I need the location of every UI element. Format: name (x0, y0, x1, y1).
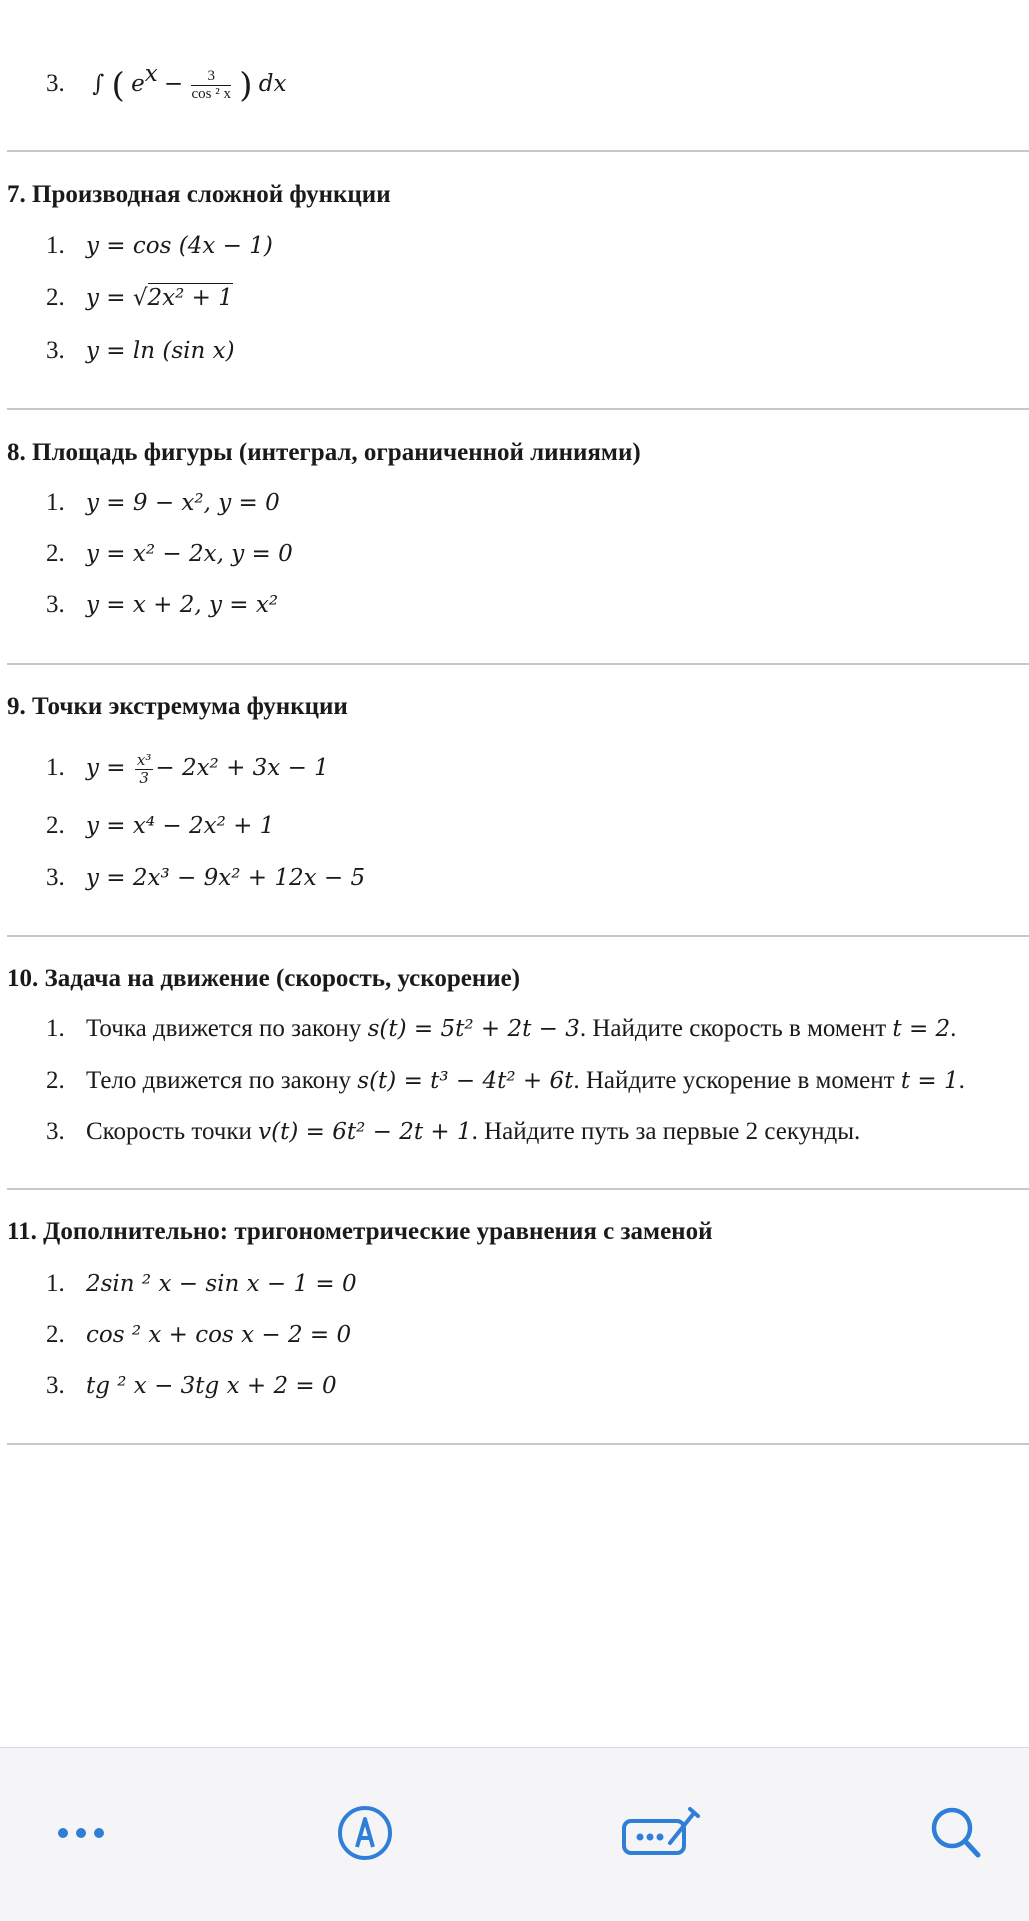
section-title: 11. Дополнительно: тригонометрические уравнения с заменой (7, 1218, 713, 1245)
list-item: 2. y = x² − 2x, y = 0 (46, 540, 293, 567)
section-title: 9. Точки экстремума функции (7, 693, 348, 720)
list-item: 2. cos ² x + cos x − 2 = 0 (46, 1321, 352, 1348)
divider (7, 408, 1029, 410)
divider (7, 1188, 1029, 1190)
fraction: $\frac{3}{\text{cos ² x}}$ (191, 68, 231, 102)
list-item: 1. y = $\frac{\text{x³}}{3}$ − 2x² + 3x − 1 (46, 751, 329, 787)
form-fill-button[interactable] (615, 1788, 705, 1878)
list-item: 3. y = x + 2, y = x² (46, 591, 279, 618)
list-item: 3. y = ln (sin x) (46, 337, 235, 364)
list-item: 1. y = 9 − x², y = 0 (46, 489, 280, 516)
list-item: 2. Тело движется по закону s(t) = t³ − 4t² + 6t. Найдите ускорение в момент t = 1. (46, 1067, 965, 1094)
fraction: $\frac{\text{x³}}{3}$ (136, 751, 152, 787)
section-title: 7. Производная сложной функции (7, 181, 391, 208)
list-item: 2. y = x⁴ − 2x² + 1 (46, 812, 275, 839)
differential: dx (258, 71, 287, 98)
exponent: x (144, 61, 158, 88)
divider (7, 150, 1029, 152)
section-title: 8. Площадь фигуры (интеграл, ограниченной линиями) (7, 439, 641, 466)
divider (7, 935, 1029, 937)
list-item: 3. y = 2x³ − 9x² + 12x − 5 (46, 864, 366, 891)
keyboard-edit-icon (618, 1803, 702, 1863)
markup-button[interactable] (320, 1788, 410, 1878)
sqrt-sign: √ (132, 285, 148, 311)
item-number: 3. (46, 70, 65, 98)
bottom-toolbar (0, 1747, 1029, 1921)
list-item: 3. ∫ ( $e^x$ − $\frac{3}{\text{cos ² x}}$ ) dx (46, 61, 287, 106)
list-item: 1. 2sin ² x − sin x − 1 = 0 (46, 1270, 357, 1297)
more-button[interactable] (36, 1788, 126, 1878)
markup-pen-icon (335, 1803, 395, 1863)
list-item: 3. Скорость точки v(t) = 6t² − 2t + 1. Найдите путь за первые 2 секунды. (46, 1118, 861, 1145)
search-icon (926, 1803, 986, 1863)
list-item: 1. Точка движется по закону s(t) = 5t² + 2t − 3. Найдите скорость в момент t = 2. (46, 1015, 957, 1042)
list-item: 3. tg ² x − 3tg x + 2 = 0 (46, 1372, 337, 1399)
list-item: 1. y = cos (4x − 1) (46, 232, 273, 259)
divider (7, 663, 1029, 665)
list-item: 2. y = √2x² + 1 (46, 284, 233, 311)
search-button[interactable] (911, 1788, 1001, 1878)
divider (7, 1443, 1029, 1445)
integral-sign: ∫ (92, 71, 112, 98)
more-icon (51, 1823, 111, 1843)
section-title: 10. Задача на движение (скорость, ускорение) (7, 965, 521, 992)
